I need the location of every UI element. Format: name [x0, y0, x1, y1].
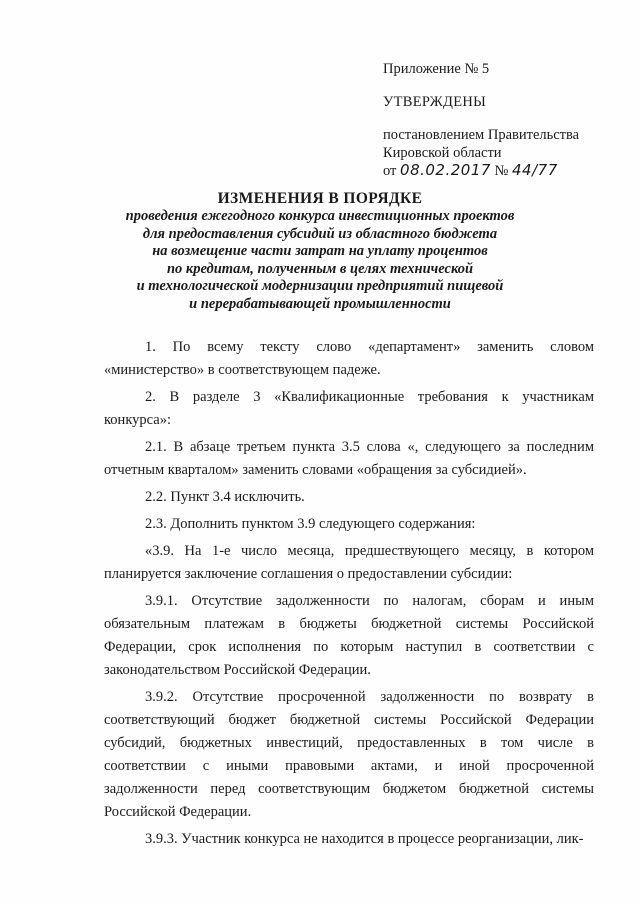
document-body: [104, 336, 594, 851]
document-title-block: [100, 189, 540, 314]
subtitle-line-6: и перерабатывающей промышленности: [189, 295, 451, 312]
subtitle-line-3: на возмещение части затрат на уплату процентов: [152, 243, 488, 260]
decree-line-1: постановлением Правительства: [383, 127, 580, 143]
decree-date-line: [383, 161, 558, 180]
paragraph-3-9-1: 3.9.1. Отсутствие задолженности по налогам, сборам и иным обязательным платежам в бюджеты бюджетной системы Российской Федерации, срок исполнения по которым наступил в соответствии с законодательством Российской Федерации.: [104, 593, 594, 678]
paragraph-2: 2. В разделе 3 «Квалификационные требования к участникам конкурса»:: [104, 389, 594, 428]
document-title: ИЗМЕНЕНИЯ В ПОРЯДКЕ: [217, 190, 423, 207]
decree-line-2: Кировской области: [383, 145, 502, 161]
subtitle-line-1: проведения ежегодного конкурса инвестиционных проектов: [125, 208, 515, 224]
subtitle-line-4: по кредитам, полученным в целях технической: [166, 260, 474, 277]
appendix-number: Приложение № 5: [383, 61, 490, 77]
paragraph-2-1: 2.1. В абзаце третьем пункта 3.5 слова «, следующего за последним отчетным кварталом» заменить словами «обращения за субсидией».: [104, 439, 594, 478]
decree-number-prefix: №: [490, 163, 513, 179]
approved-heading: УТВЕРЖДЕНЫ: [383, 94, 487, 110]
decree-date-handwritten: 08.02.2017: [400, 161, 491, 179]
subtitle-line-2: для предоставления субсидий из областного бюджета: [142, 225, 498, 242]
paragraph-2-3: 2.3. Дополнить пунктом 3.9 следующего содержания:: [145, 516, 476, 532]
paragraph-1: 1. По всему тексту слово «департамент» заменить словом «министерство» в соответствующем падеже.: [104, 339, 594, 378]
decree-number-handwritten: 44/77: [512, 161, 558, 179]
paragraph-3-9-2: 3.9.2. Отсутствие просроченной задолженности по возврату в соответствующий бюджет бюджетной системы Российской Федерации субсидий, бюджетных инвестиций, предоставленных в том числе в соответствии с иными правовыми актами, и иной просроченной задолженности перед соответствующим бюджетом бюджетной системы Российской Федерации.: [104, 689, 594, 820]
decree-date-prefix: от: [383, 163, 401, 179]
subtitle-line-5: и технологической модернизации предприятий пищевой: [136, 278, 504, 295]
paragraph-3-9-3: 3.9.3. Участник конкурса не находится в процессе реорганизации, лик-: [145, 831, 584, 847]
paragraph-2-2: 2.2. Пункт 3.4 исключить.: [145, 489, 305, 505]
paragraph-3-9: «3.9. На 1-е число месяца, предшествующего месяцу, в котором планируется заключение соглашения о предоставлении субсидии:: [104, 543, 594, 582]
